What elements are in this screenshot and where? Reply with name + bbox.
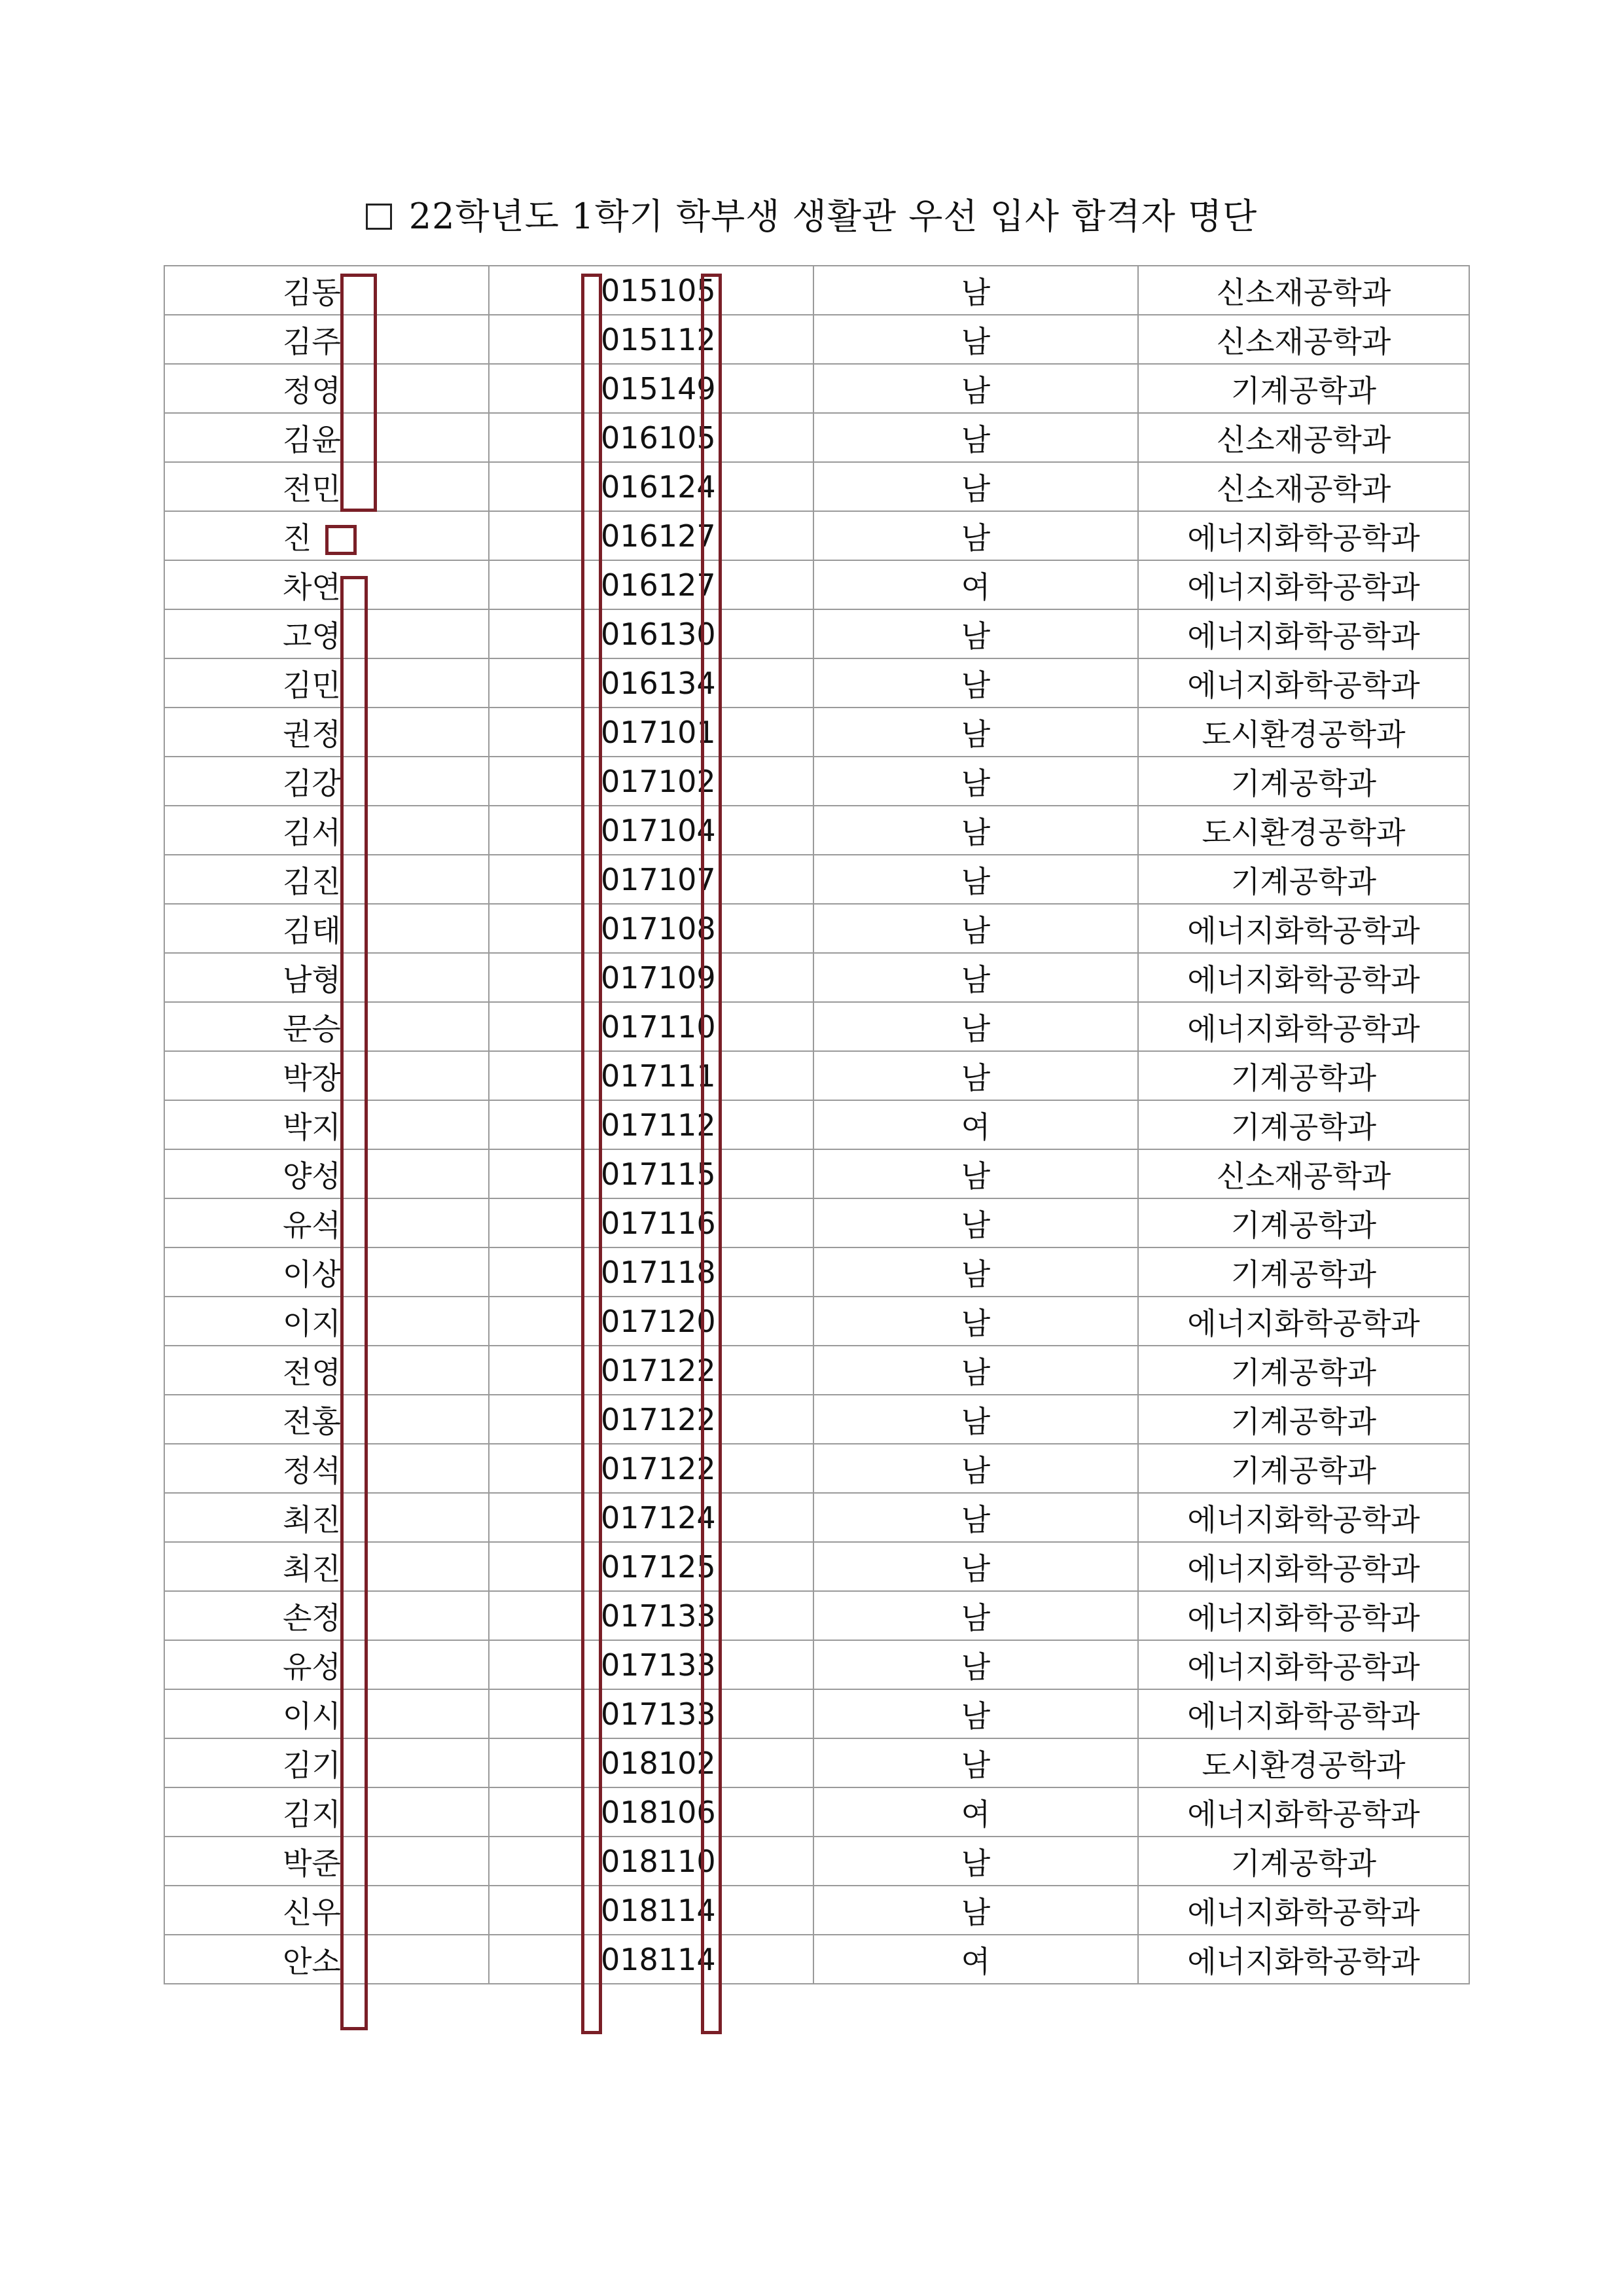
gender-cell: 남 <box>813 1493 1138 1542</box>
student-id-cell: 018102 <box>489 1738 813 1787</box>
student-id-cell: 016134 <box>489 658 813 708</box>
gender-cell: 남 <box>813 266 1138 315</box>
student-id-cell: 017122 <box>489 1395 813 1444</box>
department-cell: 에너지화학공학과 <box>1138 658 1469 708</box>
student-id-cell: 017104 <box>489 806 813 855</box>
gender-cell: 남 <box>813 315 1138 364</box>
student-id-cell: 015149 <box>489 364 813 413</box>
gender-cell: 남 <box>813 953 1138 1002</box>
id-redaction-box-left <box>581 274 602 2034</box>
student-id-cell: 017108 <box>489 904 813 953</box>
gender-cell: 여 <box>813 1100 1138 1149</box>
page-title <box>0 188 1623 239</box>
gender-cell: 남 <box>813 1886 1138 1935</box>
name-cell: 정영 <box>164 364 489 413</box>
student-id-cell: 016127 <box>489 560 813 609</box>
gender-cell: 여 <box>813 1787 1138 1837</box>
student-id-cell: 018110 <box>489 1837 813 1886</box>
name-cell: 문승 <box>164 1002 489 1051</box>
student-id-cell: 016105 <box>489 413 813 462</box>
gender-cell: 남 <box>813 1738 1138 1787</box>
department-cell: 기계공학과 <box>1138 1346 1469 1395</box>
department-cell: 에너지화학공학과 <box>1138 511 1469 560</box>
department-cell: 기계공학과 <box>1138 1837 1469 1886</box>
student-id-cell: 017110 <box>489 1002 813 1051</box>
student-id-cell: 017109 <box>489 953 813 1002</box>
department-cell: 도시환경공학과 <box>1138 806 1469 855</box>
gender-cell: 남 <box>813 1247 1138 1297</box>
department-cell: 기계공학과 <box>1138 1100 1469 1149</box>
gender-cell: 남 <box>813 855 1138 904</box>
student-id-cell: 017122 <box>489 1346 813 1395</box>
id-redaction-box-right <box>701 274 722 2034</box>
department-cell: 에너지화학공학과 <box>1138 609 1469 658</box>
student-id-cell: 017133 <box>489 1591 813 1640</box>
name-cell: 남형 <box>164 953 489 1002</box>
department-cell: 에너지화학공학과 <box>1138 1542 1469 1591</box>
department-cell: 에너지화학공학과 <box>1138 1689 1469 1738</box>
student-id-cell: 017115 <box>489 1149 813 1198</box>
department-cell: 신소재공학과 <box>1138 462 1469 511</box>
name-cell: 김서 <box>164 806 489 855</box>
student-id-cell: 017125 <box>489 1542 813 1591</box>
department-cell: 에너지화학공학과 <box>1138 1787 1469 1837</box>
name-cell: 박장 <box>164 1051 489 1100</box>
table-row <box>164 511 1469 560</box>
department-cell: 에너지화학공학과 <box>1138 904 1469 953</box>
gender-cell: 남 <box>813 1444 1138 1493</box>
name-cell: 박지 <box>164 1100 489 1149</box>
gender-cell: 남 <box>813 413 1138 462</box>
name-cell: 안소 <box>164 1935 489 1984</box>
gender-cell: 남 <box>813 1051 1138 1100</box>
name-cell: 김동 <box>164 266 489 315</box>
department-cell: 에너지화학공학과 <box>1138 560 1469 609</box>
gender-cell: 남 <box>813 1591 1138 1640</box>
name-cell: 이지 <box>164 1297 489 1346</box>
student-id-cell: 017124 <box>489 1493 813 1542</box>
department-cell: 에너지화학공학과 <box>1138 953 1469 1002</box>
name-cell: 박준 <box>164 1837 489 1886</box>
department-cell: 에너지화학공학과 <box>1138 1297 1469 1346</box>
department-cell: 기계공학과 <box>1138 1444 1469 1493</box>
name-cell: 신우 <box>164 1886 489 1935</box>
student-id-cell: 015105 <box>489 266 813 315</box>
gender-cell: 남 <box>813 462 1138 511</box>
gender-cell: 남 <box>813 1395 1138 1444</box>
gender-cell: 남 <box>813 757 1138 806</box>
department-cell: 신소재공학과 <box>1138 266 1469 315</box>
student-id-cell: 017101 <box>489 708 813 757</box>
name-cell: 김진 <box>164 855 489 904</box>
name-cell: 전홍 <box>164 1395 489 1444</box>
student-id-cell: 018114 <box>489 1886 813 1935</box>
gender-cell: 남 <box>813 1640 1138 1689</box>
student-id-cell: 016127 <box>489 511 813 560</box>
department-cell: 도시환경공학과 <box>1138 1738 1469 1787</box>
student-id-cell: 017112 <box>489 1100 813 1149</box>
department-cell: 에너지화학공학과 <box>1138 1935 1469 1984</box>
name-cell: 유석 <box>164 1198 489 1247</box>
gender-cell: 남 <box>813 806 1138 855</box>
name-cell: 손정 <box>164 1591 489 1640</box>
name-cell: 최진 <box>164 1542 489 1591</box>
department-cell: 신소재공학과 <box>1138 1149 1469 1198</box>
department-cell: 기계공학과 <box>1138 1051 1469 1100</box>
name-redaction-box-bottom <box>340 576 368 2030</box>
department-cell: 기계공학과 <box>1138 757 1469 806</box>
student-id-cell: 018114 <box>489 1935 813 1984</box>
gender-cell: 남 <box>813 511 1138 560</box>
gender-cell: 남 <box>813 904 1138 953</box>
name-cell: 전영 <box>164 1346 489 1395</box>
student-id-cell: 016130 <box>489 609 813 658</box>
gender-cell: 남 <box>813 1198 1138 1247</box>
department-cell: 도시환경공학과 <box>1138 708 1469 757</box>
department-cell: 에너지화학공학과 <box>1138 1002 1469 1051</box>
gender-cell: 남 <box>813 364 1138 413</box>
gender-cell: 남 <box>813 1002 1138 1051</box>
gender-cell: 남 <box>813 1149 1138 1198</box>
department-cell: 기계공학과 <box>1138 855 1469 904</box>
gender-cell: 여 <box>813 1935 1138 1984</box>
department-cell: 에너지화학공학과 <box>1138 1591 1469 1640</box>
name-cell: 이상 <box>164 1247 489 1297</box>
name-redaction-box-small <box>325 525 357 555</box>
name-cell: 이시 <box>164 1689 489 1738</box>
gender-cell: 남 <box>813 609 1138 658</box>
department-cell: 신소재공학과 <box>1138 315 1469 364</box>
name-cell: 김기 <box>164 1738 489 1787</box>
student-id-cell: 017116 <box>489 1198 813 1247</box>
department-cell: 에너지화학공학과 <box>1138 1886 1469 1935</box>
name-cell: 전민 <box>164 462 489 511</box>
student-id-cell: 017102 <box>489 757 813 806</box>
student-id-cell: 017111 <box>489 1051 813 1100</box>
gender-cell: 남 <box>813 1689 1138 1738</box>
student-id-cell: 017107 <box>489 855 813 904</box>
student-id-cell: 015112 <box>489 315 813 364</box>
name-cell: 김민 <box>164 658 489 708</box>
gender-cell: 남 <box>813 1542 1138 1591</box>
gender-cell: 남 <box>813 708 1138 757</box>
student-id-cell: 017120 <box>489 1297 813 1346</box>
gender-cell: 남 <box>813 1346 1138 1395</box>
department-cell: 기계공학과 <box>1138 1395 1469 1444</box>
department-cell: 에너지화학공학과 <box>1138 1493 1469 1542</box>
student-id-cell: 016124 <box>489 462 813 511</box>
department-cell: 에너지화학공학과 <box>1138 1640 1469 1689</box>
student-id-cell: 017122 <box>489 1444 813 1493</box>
name-cell: 유성 <box>164 1640 489 1689</box>
gender-cell: 여 <box>813 560 1138 609</box>
name-cell: 김태 <box>164 904 489 953</box>
name-cell: 김주 <box>164 315 489 364</box>
page-title-text: 22학년도 1학기 학부생 생활관 우선 입사 합격자 명단 <box>408 196 1258 237</box>
gender-cell: 남 <box>813 1837 1138 1886</box>
department-cell: 기계공학과 <box>1138 364 1469 413</box>
name-cell: 김지 <box>164 1787 489 1837</box>
name-redaction-box-top <box>340 274 377 512</box>
student-id-cell: 018106 <box>489 1787 813 1837</box>
name-cell: 김윤 <box>164 413 489 462</box>
student-id-cell: 017118 <box>489 1247 813 1297</box>
name-cell: 진 <box>164 511 489 560</box>
gender-cell: 남 <box>813 1297 1138 1346</box>
name-cell: 최진 <box>164 1493 489 1542</box>
student-id-cell: 017133 <box>489 1640 813 1689</box>
student-id-cell: 017133 <box>489 1689 813 1738</box>
name-cell: 김강 <box>164 757 489 806</box>
gender-cell: 남 <box>813 658 1138 708</box>
department-cell: 기계공학과 <box>1138 1247 1469 1297</box>
department-cell: 기계공학과 <box>1138 1198 1469 1247</box>
department-cell: 신소재공학과 <box>1138 413 1469 462</box>
name-cell: 권정 <box>164 708 489 757</box>
square-box-icon <box>366 204 392 230</box>
name-cell: 정석 <box>164 1444 489 1493</box>
name-cell: 차연 <box>164 560 489 609</box>
name-cell: 고영 <box>164 609 489 658</box>
name-cell: 양성 <box>164 1149 489 1198</box>
